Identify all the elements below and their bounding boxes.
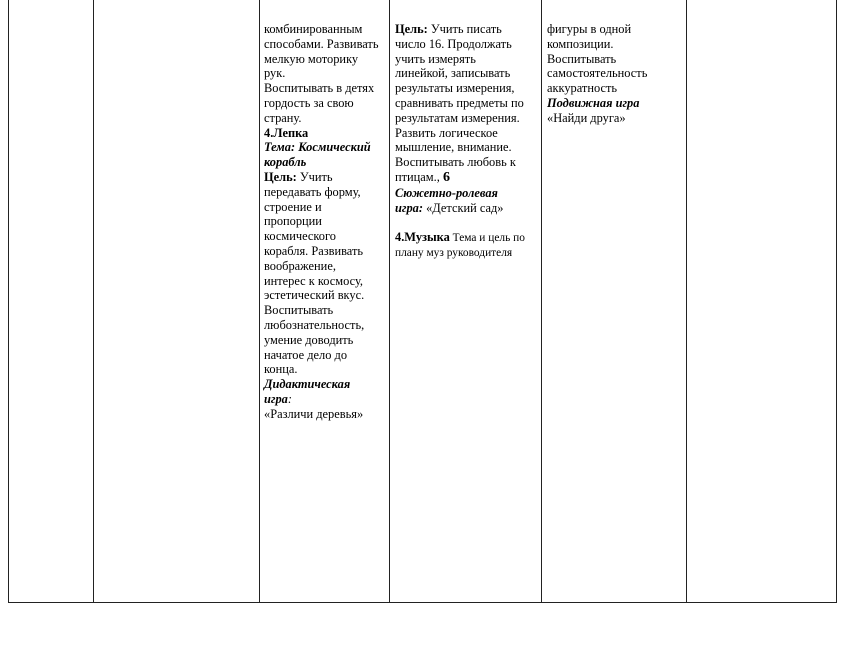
goal-text: передавать форму, xyxy=(264,184,361,199)
table-border-right xyxy=(836,0,837,603)
theme-label-cont: корабль xyxy=(264,155,307,170)
text-line: аккуратность xyxy=(547,81,618,96)
music-text: Тема и цель по xyxy=(449,232,525,245)
text-line: комбинированным xyxy=(264,22,363,36)
music-text: плану муз руководителя xyxy=(395,246,513,259)
table-cell-lessons-col3 xyxy=(264,22,379,422)
goal-text: линейкой, записывать xyxy=(395,66,511,81)
goal-text: любознательность, xyxy=(264,317,365,332)
text-line: гордость за свою xyxy=(264,95,354,110)
game-label-colon: : xyxy=(287,391,292,406)
section-title: Лепка xyxy=(273,125,309,140)
goal-text: птицам., xyxy=(395,169,440,184)
goal-text: Учить xyxy=(296,169,333,184)
music-title: Музыка xyxy=(404,230,450,245)
goal-text: результаты измерения, xyxy=(395,81,515,96)
spacer xyxy=(395,215,525,230)
game-label: Дидактическая xyxy=(264,377,351,392)
theme-label: Тема: Космический xyxy=(264,140,371,155)
goal-text: число 16. Продолжать xyxy=(395,36,512,51)
goal-text: результатам измерения. xyxy=(395,110,520,125)
text-line: способами. Развивать xyxy=(264,36,379,51)
text-line: рук. xyxy=(264,66,286,81)
text-line: Воспитывать xyxy=(547,51,617,66)
text-line: композиции. xyxy=(547,36,614,51)
music-number: 4. xyxy=(395,230,405,245)
table-column-divider xyxy=(259,0,260,603)
goal-label: Цель: xyxy=(395,22,428,36)
goal-text: Воспитывать xyxy=(264,303,334,318)
text-line: фигуры в одной xyxy=(547,22,632,36)
goal-text: учить измерять xyxy=(395,51,476,66)
game-label: игра xyxy=(264,391,288,406)
goal-text: космического xyxy=(264,229,336,244)
goal-text: умение доводить xyxy=(264,332,354,347)
goal-text: Воспитывать любовь к xyxy=(395,155,516,170)
role-game-label: игра: xyxy=(395,200,423,215)
section-heading-modeling xyxy=(264,126,379,141)
goal-text: начатое дело до xyxy=(264,347,348,362)
goal-text: мышление, внимание. xyxy=(395,140,512,155)
table-border-bottom xyxy=(8,602,837,603)
text-line: самостоятельность xyxy=(547,66,648,81)
goal-text: эстетический вкус. xyxy=(264,288,365,303)
game-name: «Различи деревья» xyxy=(264,406,364,421)
role-game-name: «Детский сад» xyxy=(422,200,504,215)
table-column-divider xyxy=(389,0,390,603)
text-line: Воспитывать в детях xyxy=(264,81,375,96)
section-number: 4. xyxy=(264,125,274,140)
goal-text: конца. xyxy=(264,362,298,377)
table-column-divider xyxy=(541,0,542,603)
goal-text: воображение, xyxy=(264,258,336,273)
goal-text: Учить писать xyxy=(427,22,502,36)
goal-text: корабля. Развивать xyxy=(264,243,364,258)
goal-text: пропорции xyxy=(264,214,322,229)
role-game-label: Сюжетно-ролевая xyxy=(395,185,498,200)
game-label: Подвижная игра xyxy=(547,95,640,110)
section-number: 6 xyxy=(442,169,450,185)
goal-text: Развить логическое xyxy=(395,125,498,140)
goal-text: сравнивать предметы по xyxy=(395,95,524,110)
game-name: «Найди друга» xyxy=(547,110,626,125)
table-cell-lessons-col4 xyxy=(395,22,525,261)
goal-text: строение и xyxy=(264,199,322,214)
table-column-divider xyxy=(686,0,687,603)
goal-text: интерес к космосу, xyxy=(264,273,364,288)
text-line: мелкую моторику xyxy=(264,51,359,66)
table-cell-lessons-col5 xyxy=(547,22,647,126)
table-border-left xyxy=(8,0,9,603)
text-line: страну. xyxy=(264,110,302,125)
table-column-divider xyxy=(93,0,94,603)
goal-label: Цель: xyxy=(264,169,297,184)
